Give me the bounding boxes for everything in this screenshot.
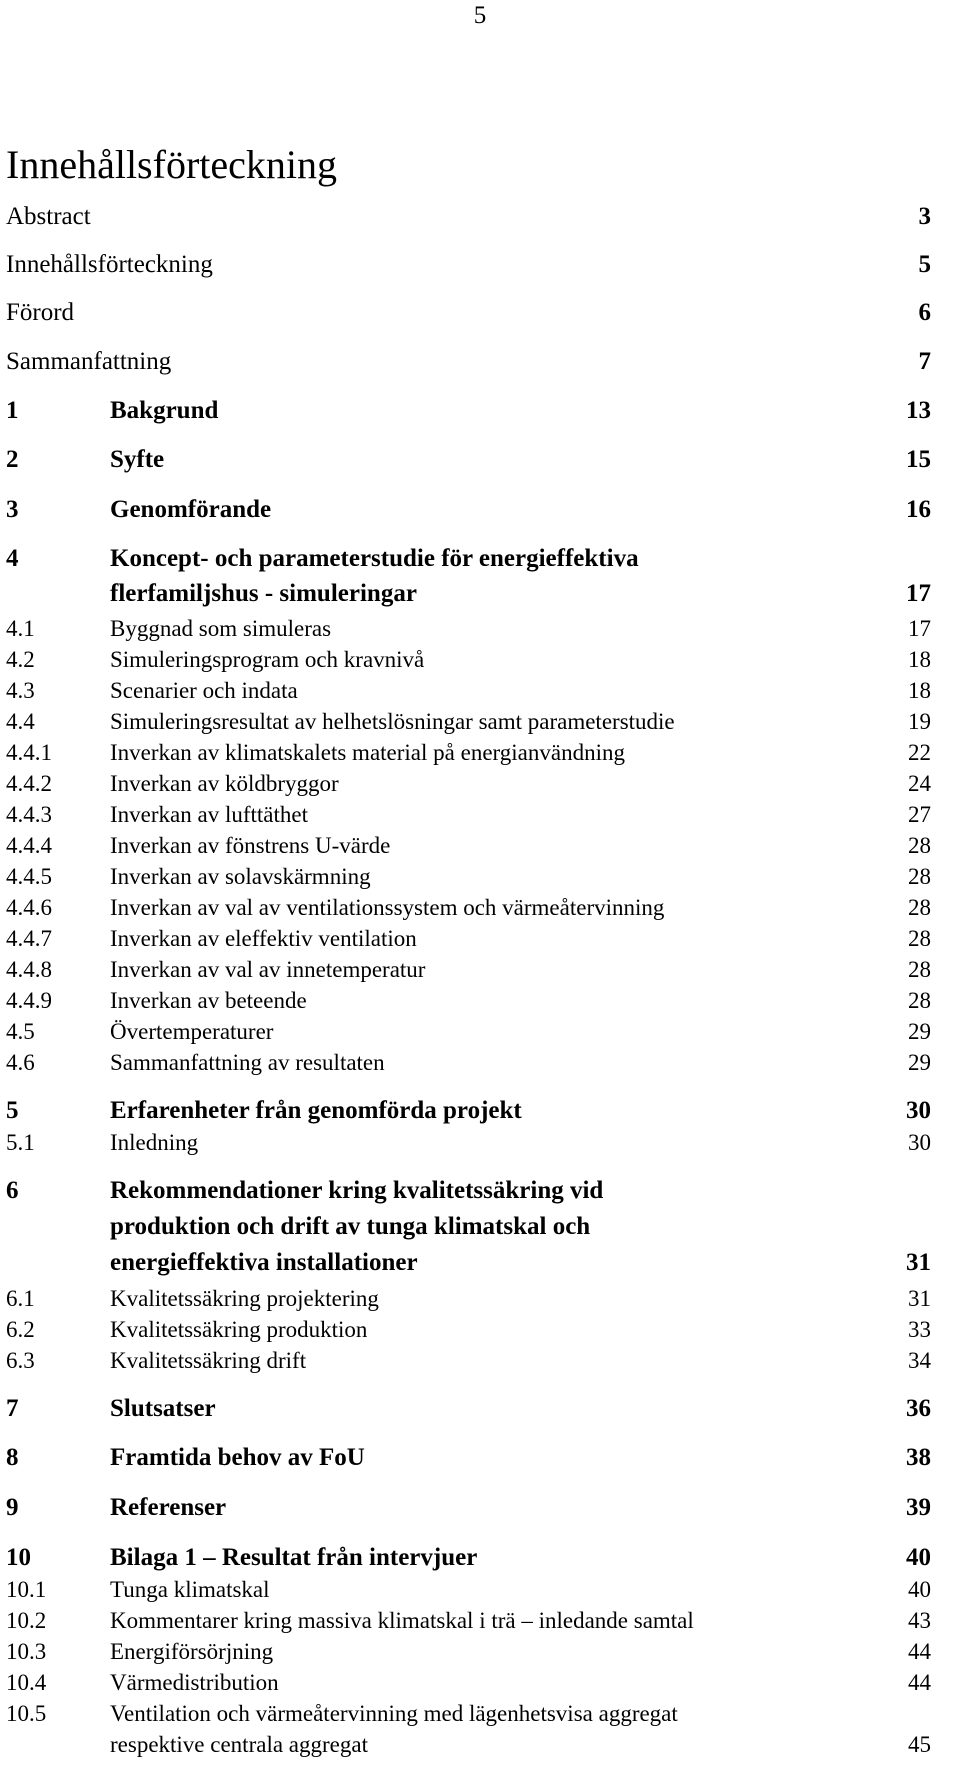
toc-page: 31 xyxy=(908,1286,931,1311)
toc-number: 5 xyxy=(6,1097,19,1124)
toc-label: Framtida behov av FoU xyxy=(110,1444,365,1471)
toc-page: 18 xyxy=(908,678,931,703)
toc-label: Rekommendationer kring kvalitetssäkring vid xyxy=(110,1177,604,1204)
toc-number: 8 xyxy=(6,1444,19,1471)
toc-page: 28 xyxy=(908,864,931,889)
toc-label: Abstract xyxy=(6,203,91,230)
toc-page: 5 xyxy=(918,251,931,278)
toc-number: 7 xyxy=(6,1395,19,1422)
toc-label: Energiförsörjning xyxy=(110,1639,274,1664)
toc-label: Inverkan av eleffektiv ventilation xyxy=(110,926,417,951)
toc-label: Inverkan av klimatskalets material på energianvändning xyxy=(110,740,625,765)
toc-page: 29 xyxy=(908,1050,931,1075)
toc-number: 10.3 xyxy=(6,1639,47,1664)
toc-page: 18 xyxy=(908,647,931,672)
toc-number: 4.4.9 xyxy=(6,988,52,1013)
toc-page: 13 xyxy=(906,397,931,424)
toc-label: Bilaga 1 – Resultat från intervjuer xyxy=(110,1544,478,1571)
toc-number: 10.1 xyxy=(6,1577,47,1602)
toc-number: 4.4.7 xyxy=(6,926,52,951)
toc-page: 36 xyxy=(906,1395,931,1422)
toc-label: Inverkan av val av innetemperatur xyxy=(110,957,426,982)
toc-label: Sammanfattning xyxy=(6,348,172,375)
toc-page: 31 xyxy=(906,1249,931,1276)
toc-page: 27 xyxy=(908,802,931,827)
toc-page: 17 xyxy=(906,580,931,607)
toc-label: energieffektiva installationer xyxy=(110,1249,418,1276)
toc-label: Förord xyxy=(6,299,75,326)
toc-page: 28 xyxy=(908,895,931,920)
toc-number: 9 xyxy=(6,1494,19,1521)
toc-label: Innehållsförteckning xyxy=(6,251,213,278)
toc-label: Kommentarer kring massiva klimatskal i trä – inledande samtal xyxy=(110,1608,694,1633)
toc-number: 4.4.6 xyxy=(6,895,52,920)
toc-page: 28 xyxy=(908,988,931,1013)
toc-number: 4.4.2 xyxy=(6,771,52,796)
toc-number: 2 xyxy=(6,446,19,473)
toc-page: 34 xyxy=(908,1348,931,1373)
toc-number: 3 xyxy=(6,496,19,523)
toc-label: Inledning xyxy=(110,1130,199,1155)
toc-label: flerfamiljshus - simuleringar xyxy=(110,580,417,607)
toc-number: 4.4.5 xyxy=(6,864,52,889)
toc-label: Kvalitetssäkring produktion xyxy=(110,1317,368,1342)
toc-number: 4.5 xyxy=(6,1019,35,1044)
toc-page: 33 xyxy=(908,1317,931,1342)
toc-page: 30 xyxy=(908,1130,931,1155)
toc-label: Erfarenheter från genomförda projekt xyxy=(110,1097,522,1124)
toc-number: 4.1 xyxy=(6,616,35,641)
toc-number: 5.1 xyxy=(6,1130,35,1155)
toc-number: 4.4.4 xyxy=(6,833,52,858)
toc-label: Bakgrund xyxy=(110,397,219,424)
toc-label: Scenarier och indata xyxy=(110,678,298,703)
toc-page: 6 xyxy=(918,299,931,326)
toc-label: Inverkan av fönstrens U-värde xyxy=(110,833,391,858)
toc-page: 28 xyxy=(908,957,931,982)
toc-number: 6.3 xyxy=(6,1348,35,1373)
toc-page: 40 xyxy=(908,1577,931,1602)
toc-label: Värmedistribution xyxy=(110,1670,279,1695)
toc-page: 38 xyxy=(906,1444,931,1471)
toc-number: 4.4.8 xyxy=(6,957,52,982)
toc-label: Kvalitetssäkring drift xyxy=(110,1348,307,1373)
toc-label: Koncept- och parameterstudie för energieffektiva xyxy=(110,545,639,572)
toc-page: 19 xyxy=(908,709,931,734)
toc-page: 16 xyxy=(906,496,931,523)
toc-label: respektive centrala aggregat xyxy=(110,1732,368,1757)
toc-number: 6.2 xyxy=(6,1317,35,1342)
toc-number: 10.2 xyxy=(6,1608,47,1633)
toc-page: 24 xyxy=(908,771,931,796)
toc-page: 7 xyxy=(918,348,931,375)
toc-page: 17 xyxy=(908,616,931,641)
toc-page: 22 xyxy=(908,740,931,765)
toc-page: 15 xyxy=(906,446,931,473)
toc-label: Syfte xyxy=(110,446,165,473)
toc-page: 3 xyxy=(918,203,931,230)
page-number: 5 xyxy=(473,2,487,29)
toc-number: 4.4.1 xyxy=(6,740,52,765)
toc-page: 30 xyxy=(906,1097,931,1124)
toc-number: 4.4 xyxy=(6,709,35,734)
toc-number: 1 xyxy=(6,397,19,424)
toc-label: Inverkan av solavskärmning xyxy=(110,864,371,889)
toc-page: 44 xyxy=(908,1639,931,1664)
toc-number: 6 xyxy=(6,1177,19,1204)
toc-label: Genomförande xyxy=(110,496,272,523)
toc-label: Ventilation och värmeåtervinning med lägenhetsvisa aggregat xyxy=(110,1701,678,1726)
toc-label: Inverkan av köldbryggor xyxy=(110,771,339,796)
toc-page: 28 xyxy=(908,926,931,951)
toc-number: 4.6 xyxy=(6,1050,35,1075)
toc-label: Övertemperaturer xyxy=(110,1019,274,1044)
toc-page: 29 xyxy=(908,1019,931,1044)
toc-page: 43 xyxy=(908,1608,931,1633)
toc-label: Inverkan av val av ventilationssystem och värmeåtervinning xyxy=(110,895,665,920)
toc-label: Byggnad som simuleras xyxy=(110,616,332,641)
toc-label: Slutsatser xyxy=(110,1395,216,1422)
toc-label: Sammanfattning av resultaten xyxy=(110,1050,385,1075)
toc-number: 10.5 xyxy=(6,1701,47,1726)
toc-page: 39 xyxy=(906,1494,931,1521)
toc-number: 10.4 xyxy=(6,1670,47,1695)
toc-page: 28 xyxy=(908,833,931,858)
toc-number: 4.2 xyxy=(6,647,35,672)
toc-label: Inverkan av beteende xyxy=(110,988,307,1013)
toc-number: 4.4.3 xyxy=(6,802,52,827)
toc-label: produktion och drift av tunga klimatskal och xyxy=(110,1213,591,1240)
toc-label: Simuleringsresultat av helhetslösningar samt parameterstudie xyxy=(110,709,675,734)
toc-number: 10 xyxy=(6,1544,31,1571)
toc-label: Referenser xyxy=(110,1494,227,1521)
toc-page: 44 xyxy=(908,1670,931,1695)
toc-label: Simuleringsprogram och kravnivå xyxy=(110,647,425,672)
toc-label: Inverkan av lufttäthet xyxy=(110,802,308,827)
toc-label: Tunga klimatskal xyxy=(110,1577,270,1602)
toc-number: 6.1 xyxy=(6,1286,35,1311)
toc-page: 40 xyxy=(906,1544,931,1571)
toc-number: 4 xyxy=(6,545,19,572)
toc-page: 45 xyxy=(908,1732,931,1757)
toc-label: Kvalitetssäkring projektering xyxy=(110,1286,379,1311)
toc-title: Innehållsförteckning xyxy=(6,142,337,187)
toc-number: 4.3 xyxy=(6,678,35,703)
